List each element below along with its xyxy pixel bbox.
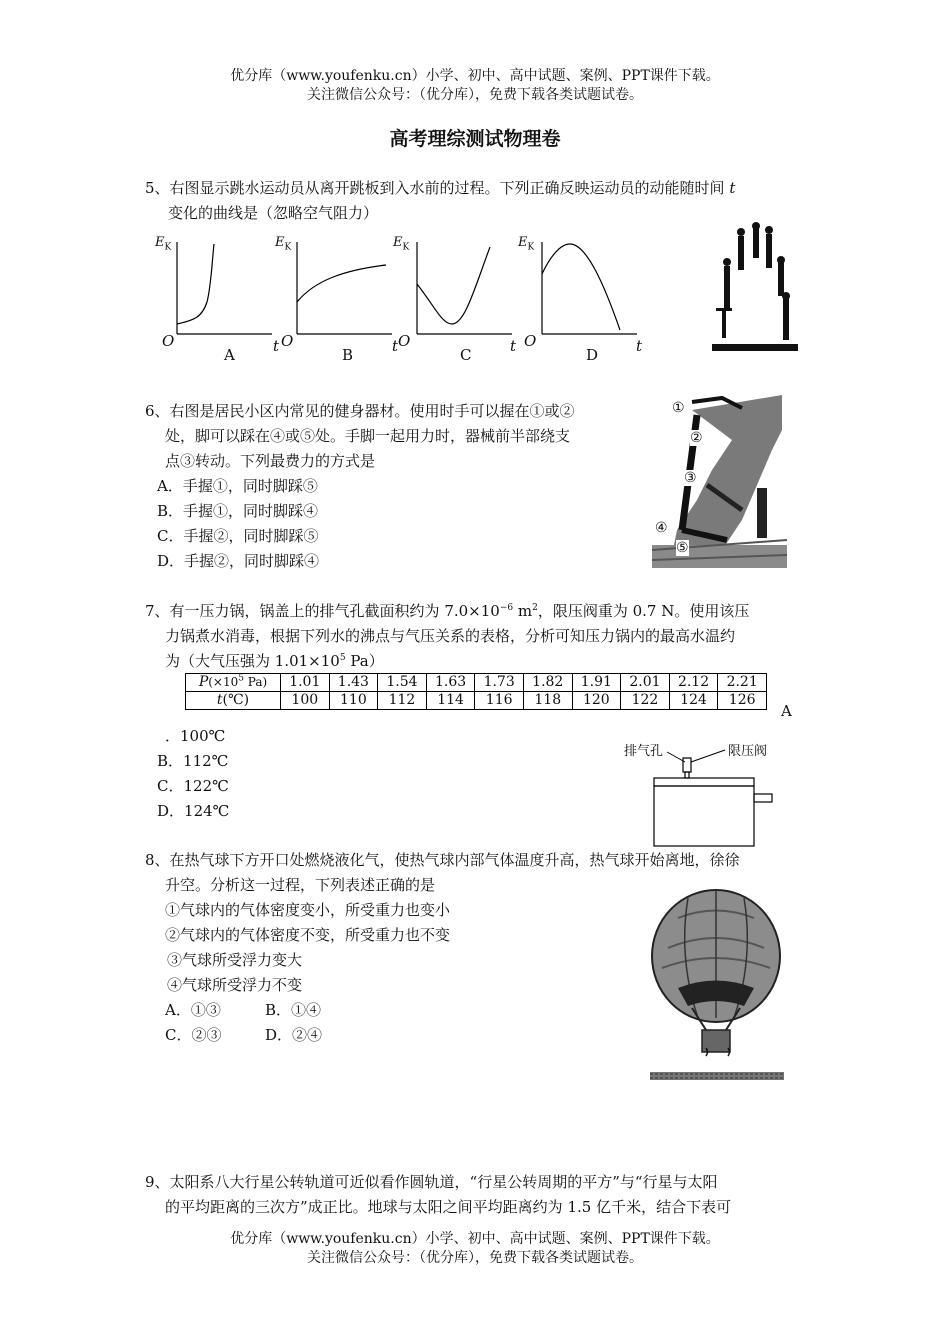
graph-b-letter: B — [342, 346, 354, 364]
q6-option-c: C．手握②，同时脚踩⑤ — [157, 527, 319, 545]
p-label-exp: 5 — [238, 673, 244, 684]
pressure-cooker-illustration — [618, 738, 778, 850]
graph-a-ysub: K — [164, 242, 172, 253]
graph-c-curve — [417, 247, 490, 324]
q7-line-3 — [165, 651, 384, 671]
q7-line-3-exp: 5 — [339, 653, 346, 663]
footer-line-1: 优分库（www.youfenku.cn）小学、初中、高中试题、案例、PPT课件下载。 — [230, 1231, 720, 1247]
table-cell: 2.01 — [621, 674, 670, 692]
cooker-lid — [654, 778, 754, 786]
diver-figure-6 — [783, 298, 789, 340]
graph-b-curve — [297, 265, 386, 302]
table-cell: 116 — [475, 692, 524, 710]
q7-option-b: B．112℃ — [157, 752, 229, 770]
q9-line-2: 的平均距离的三次方”成正比。地球与太阳之间平均距离约为 1.5 亿千米，结合下表可 — [165, 1198, 732, 1216]
diver-figure-4 — [766, 234, 772, 268]
table-cell: 100 — [281, 692, 330, 710]
q8-option-d: D．②④ — [265, 1026, 323, 1044]
table-cell: 122 — [621, 692, 670, 710]
q9-line-1: 9、太阳系八大行星公转轨道可近似看作圆轨道，“行星公转周期的平方”与“行星与太阳 — [145, 1173, 718, 1191]
header-line-2: 关注微信公众号：（优分库），免费下载各类试题试卷。 — [307, 87, 643, 103]
q5-graph-d-svg — [515, 232, 650, 342]
q7-line-1-c: ，限压阀重为 0.7 N。使用该压 — [537, 602, 750, 620]
q8-option-c: C．②③ — [165, 1026, 222, 1044]
graph-d-ysub: K — [527, 242, 535, 253]
q5-graph-b — [270, 232, 405, 367]
t-label-var: t — [216, 692, 223, 708]
graph-c-letter: C — [460, 346, 472, 364]
q5-line-2: 变化的曲线是（忽略空气阻力） — [168, 204, 379, 222]
footer-line-2: 关注微信公众号：（优分库），免费下载各类试题试卷。 — [307, 1250, 643, 1266]
pressure-temperature-table — [185, 673, 767, 710]
table-cell: 2.21 — [718, 674, 767, 692]
q5-graph-c-svg — [390, 232, 525, 342]
table-cell: 1.82 — [523, 674, 572, 692]
label-pressure-valve: 限压阀 — [728, 744, 768, 759]
q8-statement-1: ①气球内的气体密度变小，所受重力也变小 — [165, 901, 451, 919]
graph-b-ylabel: E — [275, 235, 285, 250]
table-cell: 1.73 — [475, 674, 524, 692]
q8-statement-2: ②气球内的气体密度不变，所受重力也不变 — [165, 926, 451, 944]
table-cell: 126 — [718, 692, 767, 710]
water-surface — [712, 344, 798, 351]
table-header-pressure — [186, 674, 281, 692]
q8-option-a: A．①③ — [165, 1001, 221, 1019]
diver-figure-5 — [778, 262, 784, 296]
table-cell: 112 — [378, 692, 427, 710]
t-label-b: (℃) — [222, 692, 250, 708]
q6-line-3: 点③转动。下列最费力的方式是 — [165, 452, 376, 470]
q8-statement-4: ④气球所受浮力不变 — [167, 976, 303, 994]
graph-c-ysub: K — [402, 242, 410, 253]
table-cell: 120 — [572, 692, 621, 710]
q7-line-1-a: 7、有一压力锅，锅盖上的排气孔截面积约为 7.0×10 — [145, 602, 500, 620]
graph-b-origin: O — [281, 332, 294, 350]
graph-a-origin: O — [162, 332, 175, 350]
q5-var-t: t — [729, 179, 736, 197]
cooker-handle — [754, 794, 772, 802]
q5-graph-d — [515, 232, 650, 367]
graph-d-origin: O — [524, 332, 537, 350]
diver-figure-3 — [753, 228, 759, 258]
table-cell: 110 — [329, 692, 378, 710]
q7-line-1-exp: −6 — [499, 603, 514, 613]
q6-option-b: B．手握①，同时脚踩④ — [157, 502, 319, 520]
graph-d-xlabel: t — [636, 337, 643, 355]
table-row-pressure — [186, 674, 767, 692]
q7-line-3-b: Pa） — [345, 652, 384, 670]
label-vent-hole: 排气孔 — [624, 744, 664, 759]
graph-b-ysub: K — [284, 242, 292, 253]
diver-figure-1 — [724, 266, 730, 308]
q7-option-a-letter: A — [781, 702, 792, 720]
q7-line-2: 力锅煮水消毒，根据下列水的沸点与气压关系的表格，分析可知压力锅内的最高水温约 — [165, 627, 736, 645]
q7-line-1 — [145, 601, 749, 621]
graph-c-xlabel: t — [510, 337, 517, 355]
table-cell: 1.54 — [378, 674, 427, 692]
graph-d-letter: D — [586, 346, 599, 364]
table-cell: 1.43 — [329, 674, 378, 692]
header-line-1: 优分库（www.youfenku.cn）小学、初中、高中试题、案例、PPT课件下载。 — [230, 68, 720, 84]
q6-line-2: 处，脚可以踩在④或⑤处。手脚一起用力时，器械前半部绕支 — [165, 427, 571, 445]
page-title: 高考理综测试物理卷 — [389, 128, 561, 150]
p-label-var: P — [198, 674, 209, 690]
graph-c-ylabel: E — [393, 235, 403, 250]
q8-line-1: 8、在热气球下方开口处燃烧液化气，使热气球内部气体温度升高，热气球开始离地，徐徐 — [145, 851, 740, 869]
marker-2: ② — [690, 430, 703, 446]
cooker-pot — [654, 786, 754, 846]
q7-line-1-exp2: 2 — [532, 603, 538, 613]
q5-line-1-text: 5、右图显示跳水运动员从离开跳板到入水前的过程。下列正确反映运动员的动能随时间 — [145, 179, 725, 197]
q6-option-a: A．手握①，同时脚踩⑤ — [157, 477, 318, 495]
q8-line-2: 升空。分析这一过程，下列表述正确的是 — [165, 876, 436, 894]
p-label-a: (×10 — [208, 675, 239, 689]
table-cell: 1.91 — [572, 674, 621, 692]
graph-b-xlabel: t — [392, 337, 399, 355]
marker-3: ③ — [684, 470, 697, 486]
table-row-temperature — [186, 692, 767, 710]
fitness-equipment-illustration — [652, 390, 787, 568]
q5-graph-c — [390, 232, 525, 367]
marker-5: ⑤ — [676, 540, 689, 556]
table-header-temperature — [186, 692, 281, 710]
table-cell: 1.01 — [281, 674, 330, 692]
ground — [650, 1072, 784, 1080]
graph-a-ylabel: E — [155, 235, 165, 250]
q8-statement-3: ③气球所受浮力变大 — [167, 951, 303, 969]
marker-1: ① — [672, 400, 685, 416]
pressure-valve — [683, 758, 691, 772]
graph-a-xlabel: t — [273, 337, 280, 355]
q6-option-d: D．手握②，同时脚踩④ — [157, 552, 320, 570]
diver-illustration — [708, 218, 798, 356]
p-label-b: Pa) — [243, 675, 268, 689]
q7-option-a-rest: ．100℃ — [165, 727, 226, 745]
q8-option-b: B．①④ — [265, 1001, 322, 1019]
graph-a-letter: A — [224, 346, 235, 364]
table-cell: 118 — [523, 692, 572, 710]
graph-d-ylabel: E — [518, 235, 528, 250]
q5-line-1 — [145, 178, 735, 198]
marker-4: ④ — [655, 520, 668, 536]
table-cell: 124 — [669, 692, 718, 710]
graph-a-curve — [177, 244, 214, 324]
table-cell: 2.12 — [669, 674, 718, 692]
table-cell: 1.63 — [426, 674, 475, 692]
table-cell: 114 — [426, 692, 475, 710]
q7-option-c: C．122℃ — [157, 777, 229, 795]
q6-line-1: 6、右图是居民小区内常见的健身器材。使用时手可以握在①或② — [145, 402, 575, 420]
graph-d-curve — [542, 244, 620, 330]
hot-air-balloon-illustration — [648, 888, 784, 1084]
q7-line-3-a: 为（大气压强为 1.01×10 — [165, 652, 340, 670]
graph-c-origin: O — [398, 332, 411, 350]
q7-line-1-b: m — [513, 602, 533, 620]
q5-graph-a — [150, 232, 285, 367]
q7-option-d: D．124℃ — [157, 802, 230, 820]
diver-figure-2 — [738, 236, 744, 270]
